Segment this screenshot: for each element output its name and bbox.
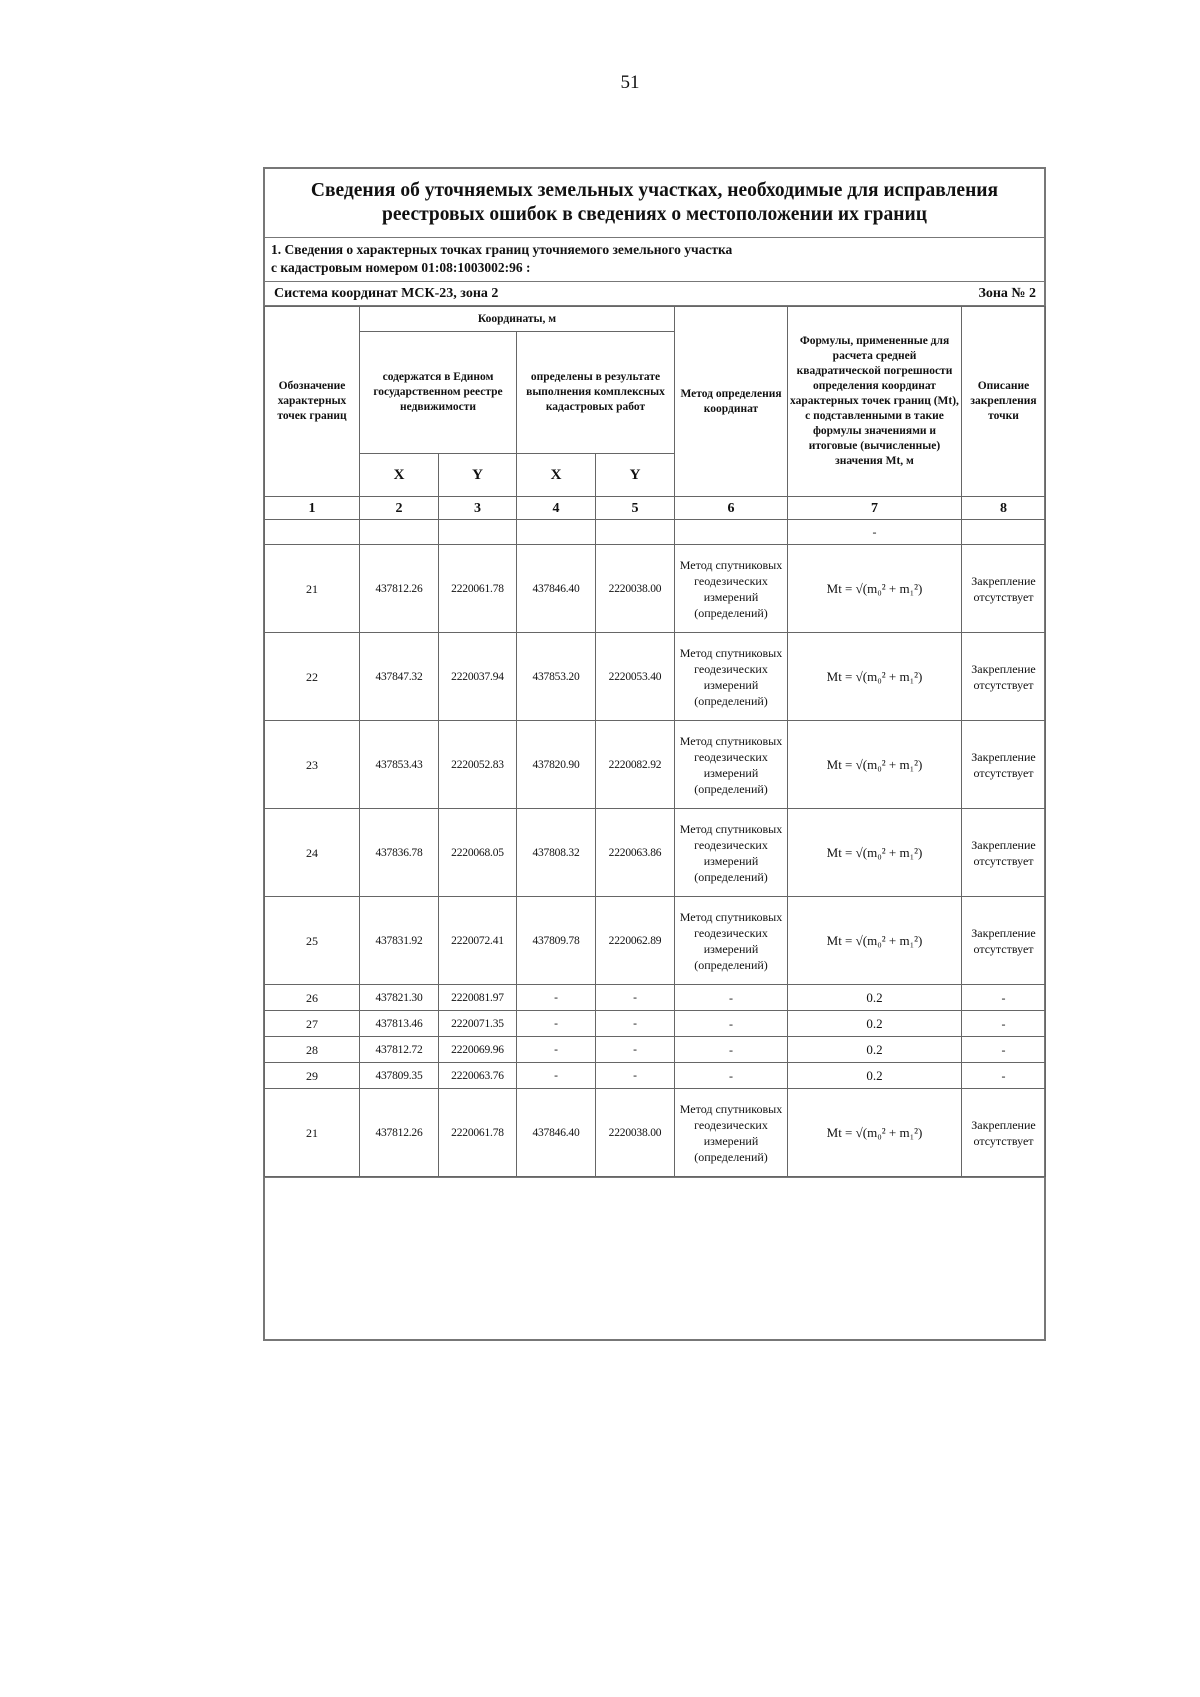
header-y-registry: Y	[439, 454, 517, 497]
column-number: 1	[265, 497, 360, 520]
header-point-designation: Обозначение характерных точек границ	[265, 307, 360, 497]
determined-y-cell: 2220053.40	[596, 633, 675, 721]
registry-x-cell: 437831.92	[360, 897, 439, 985]
table-row	[265, 1089, 1046, 1177]
column-number: 4	[517, 497, 596, 520]
formula-cell: Mt = √(m₀² + m₁²)	[788, 1089, 962, 1177]
registry-x-cell: 437812.72	[360, 1037, 439, 1063]
registry-x-cell: 437809.35	[360, 1063, 439, 1089]
registry-y-cell: 2220081.97	[439, 985, 517, 1011]
method-cell: Метод спутниковых геодезических измерений (определений)	[675, 545, 788, 633]
point-cell: 29	[265, 1063, 360, 1089]
registry-y-cell: 2220068.05	[439, 809, 517, 897]
page-number: 51	[620, 72, 640, 93]
point-cell: 24	[265, 809, 360, 897]
method-cell: Метод спутниковых геодезических измерений (определений)	[675, 721, 788, 809]
header-coordinates: Координаты, м	[360, 307, 675, 332]
anchor-description-cell: -	[962, 1011, 1046, 1037]
formula-cell: Mt = √(m₀² + m₁²)	[788, 721, 962, 809]
coordinate-system-bar	[265, 282, 1044, 306]
zone-label: Зона № 2	[978, 285, 1036, 301]
formula-cell: -	[788, 520, 962, 545]
table-row	[265, 1063, 1046, 1089]
formula-cell: Mt = √(m₀² + m₁²)	[788, 545, 962, 633]
registry-x-cell: 437847.32	[360, 633, 439, 721]
method-cell: -	[675, 1063, 788, 1089]
column-number: 2	[360, 497, 439, 520]
method-cell: Метод спутниковых геодезических измерений (определений)	[675, 633, 788, 721]
registry-y-cell: 2220061.78	[439, 545, 517, 633]
table-row	[265, 809, 1046, 897]
header-description: Описание закрепления точки	[962, 307, 1046, 497]
method-cell: -	[675, 985, 788, 1011]
point-cell: 21	[265, 545, 360, 633]
anchor-description-cell: Закрепление отсутствует	[962, 1089, 1046, 1177]
determined-x-cell: 437846.40	[517, 1089, 596, 1177]
column-number: 8	[962, 497, 1046, 520]
table-row	[265, 985, 1046, 1011]
header-x-determined: X	[517, 454, 596, 497]
column-number: 3	[439, 497, 517, 520]
coordinate-system-label: Система координат МСК-23, зона 2	[274, 285, 499, 301]
table-body	[265, 520, 1046, 1177]
registry-y-cell: 2220072.41	[439, 897, 517, 985]
title-line-1: Сведения об уточняемых земельных участках, необходимые для исправления	[310, 180, 999, 201]
formula-cell: 0.2	[788, 985, 962, 1011]
empty-cell	[360, 520, 439, 545]
registry-x-cell: 437812.26	[360, 545, 439, 633]
table-row	[265, 721, 1046, 809]
anchor-description-cell: Закрепление отсутствует	[962, 809, 1046, 897]
point-cell: 21	[265, 1089, 360, 1177]
point-cell: 22	[265, 633, 360, 721]
point-cell: 26	[265, 985, 360, 1011]
header-x-registry: X	[360, 454, 439, 497]
table-row	[265, 545, 1046, 633]
determined-x-cell: -	[517, 1037, 596, 1063]
determined-x-cell: 437809.78	[517, 897, 596, 985]
registry-x-cell: 437836.78	[360, 809, 439, 897]
determined-y-cell: -	[596, 985, 675, 1011]
header-y-determined: Y	[596, 454, 675, 497]
determined-x-cell: -	[517, 1011, 596, 1037]
column-numbers-row	[265, 497, 1046, 520]
determined-x-cell: 437846.40	[517, 545, 596, 633]
section-heading	[265, 238, 1044, 282]
registry-y-cell: 2220037.94	[439, 633, 517, 721]
determined-y-cell: 2220082.92	[596, 721, 675, 809]
registry-y-cell: 2220069.96	[439, 1037, 517, 1063]
method-cell: -	[675, 1037, 788, 1063]
method-cell: -	[675, 1011, 788, 1037]
formula-cell: Mt = √(m₀² + m₁²)	[788, 897, 962, 985]
header-method: Метод определения координат	[675, 307, 788, 497]
anchor-description-cell: Закрепление отсутствует	[962, 545, 1046, 633]
determined-y-cell: -	[596, 1011, 675, 1037]
anchor-description-cell: -	[962, 1063, 1046, 1089]
registry-x-cell: 437821.30	[360, 985, 439, 1011]
column-number: 6	[675, 497, 788, 520]
registry-y-cell: 2220061.78	[439, 1089, 517, 1177]
determined-y-cell: 2220063.86	[596, 809, 675, 897]
table-row	[265, 633, 1046, 721]
document-frame	[263, 167, 1046, 1341]
anchor-description-cell: Закрепление отсутствует	[962, 633, 1046, 721]
table-row-empty	[265, 520, 1046, 545]
registry-y-cell: 2220071.35	[439, 1011, 517, 1037]
table-row	[265, 1011, 1046, 1037]
method-cell: Метод спутниковых геодезических измерений (определений)	[675, 897, 788, 985]
point-cell: 27	[265, 1011, 360, 1037]
determined-y-cell: 2220062.89	[596, 897, 675, 985]
title-line-2: реестровых ошибок в сведениях о местоположении их границ	[382, 204, 927, 225]
empty-cell	[596, 520, 675, 545]
registry-y-cell: 2220052.83	[439, 721, 517, 809]
registry-x-cell: 437853.43	[360, 721, 439, 809]
determined-y-cell: -	[596, 1063, 675, 1089]
determined-y-cell: 2220038.00	[596, 545, 675, 633]
point-cell: 28	[265, 1037, 360, 1063]
determined-x-cell: 437820.90	[517, 721, 596, 809]
anchor-description-cell: -	[962, 985, 1046, 1011]
empty-cell	[265, 520, 360, 545]
registry-x-cell: 437812.26	[360, 1089, 439, 1177]
anchor-description-cell: Закрепление отсутствует	[962, 721, 1046, 809]
anchor-description-cell: Закрепление отсутствует	[962, 897, 1046, 985]
section-line-1: 1. Сведения о характерных точках границ уточняемого земельного участка	[271, 242, 733, 257]
header-determined: определены в результате выполнения комплексных кадастровых работ	[517, 332, 675, 454]
empty-cell	[675, 520, 788, 545]
header-registry: содержатся в Едином государственном реестре недвижимости	[360, 332, 517, 454]
determined-x-cell: 437808.32	[517, 809, 596, 897]
column-number: 5	[596, 497, 675, 520]
formula-cell: 0.2	[788, 1011, 962, 1037]
determined-y-cell: 2220038.00	[596, 1089, 675, 1177]
empty-cell	[517, 520, 596, 545]
empty-cell	[962, 520, 1046, 545]
formula-cell: 0.2	[788, 1037, 962, 1063]
header-formulas: Формулы, примененные для расчета средней квадратической погрешности определения координат характерных точек границ (Mt), с подставленными в такие формулы значениями и итоговые (вычисленные) значения Mt, м	[788, 307, 962, 497]
document-title	[265, 169, 1044, 238]
point-cell: 23	[265, 721, 360, 809]
column-number: 7	[788, 497, 962, 520]
section-line-2: с кадастровым номером 01:08:1003002:96 :	[271, 260, 531, 275]
method-cell: Метод спутниковых геодезических измерений (определений)	[675, 1089, 788, 1177]
table-row	[265, 1037, 1046, 1063]
determined-x-cell: -	[517, 985, 596, 1011]
table-row	[265, 897, 1046, 985]
empty-cell	[439, 520, 517, 545]
method-cell: Метод спутниковых геодезических измерений (определений)	[675, 809, 788, 897]
point-cell: 25	[265, 897, 360, 985]
formula-cell: Mt = √(m₀² + m₁²)	[788, 633, 962, 721]
determined-x-cell: 437853.20	[517, 633, 596, 721]
registry-x-cell: 437813.46	[360, 1011, 439, 1037]
determined-x-cell: -	[517, 1063, 596, 1089]
determined-y-cell: -	[596, 1037, 675, 1063]
blank-area	[265, 1177, 1044, 1338]
formula-cell: Mt = √(m₀² + m₁²)	[788, 809, 962, 897]
coordinates-table	[264, 306, 1046, 1177]
formula-cell: 0.2	[788, 1063, 962, 1089]
anchor-description-cell: -	[962, 1037, 1046, 1063]
registry-y-cell: 2220063.76	[439, 1063, 517, 1089]
